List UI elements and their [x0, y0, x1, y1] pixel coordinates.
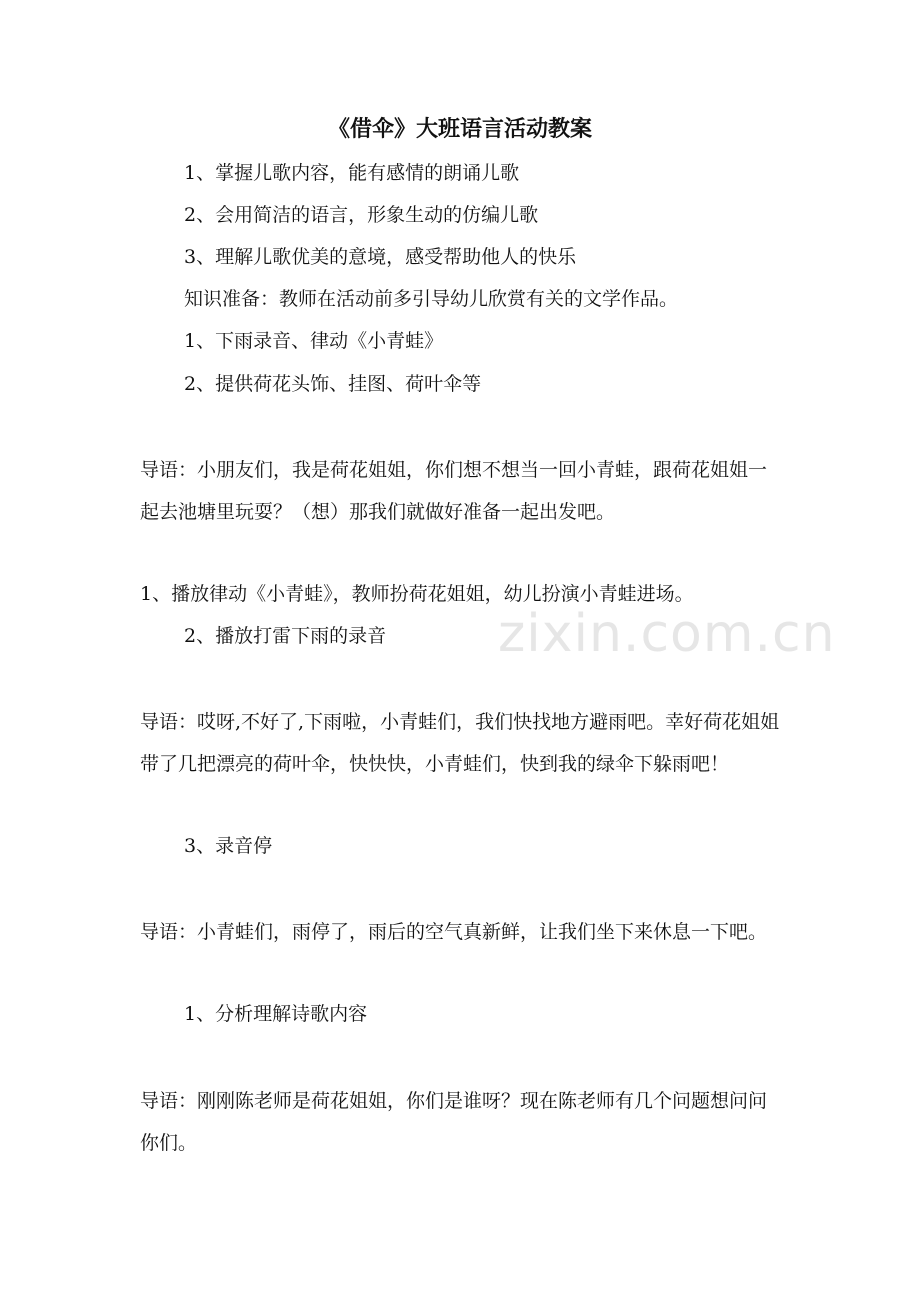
intro-paragraph-2: 导语：哎呀,不好了,下雨啦，小青蛙们，我们快找地方避雨吧。幸好荷花姐姐带了几把漂亮的荷叶伞，快快快，小青蛙们，快到我的绿伞下躲雨吧！	[140, 711, 780, 775]
watermark: zixin.com.cn	[498, 604, 836, 664]
step-2: 2、播放打雷下雨的录音	[184, 625, 387, 647]
document-title: 《借伞》大班语言活动教案	[327, 116, 592, 142]
knowledge-prep: 知识准备：教师在活动前多引导幼儿欣赏有关的文学作品。	[184, 288, 679, 310]
goal-1: 1、掌握儿歌内容，能有感情的朗诵儿歌	[184, 162, 520, 184]
intro-paragraph-4: 导语：刚刚陈老师是荷花姐姐，你们是谁呀？现在陈老师有几个问题想问问你们。	[140, 1090, 768, 1154]
intro-paragraph-3: 导语：小青蛙们，雨停了，雨后的空气真新鲜，让我们坐下来休息一下吧。	[140, 921, 768, 943]
step-3: 3、录音停	[184, 835, 273, 857]
intro-paragraph-1: 导语：小朋友们，我是荷花姐姐，你们想不想当一回小青蛙，跟荷花姐姐一起去池塘里玩耍？（想）那我们就做好准备一起出发吧。	[140, 459, 768, 523]
material-2: 2、提供荷花头饰、挂图、荷叶伞等	[184, 373, 482, 395]
goal-2: 2、会用简洁的语言，形象生动的仿编儿歌	[184, 204, 539, 226]
analysis-step: 1、分析理解诗歌内容	[184, 1003, 368, 1025]
goal-3: 3、理解儿歌优美的意境，感受帮助他人的快乐	[184, 246, 577, 268]
step-1: 1、播放律动《小青蛙》，教师扮荷花姐姐，幼儿扮演小青蛙进场。	[140, 583, 694, 605]
material-1: 1、下雨录音、律动《小青蛙》	[184, 330, 444, 352]
